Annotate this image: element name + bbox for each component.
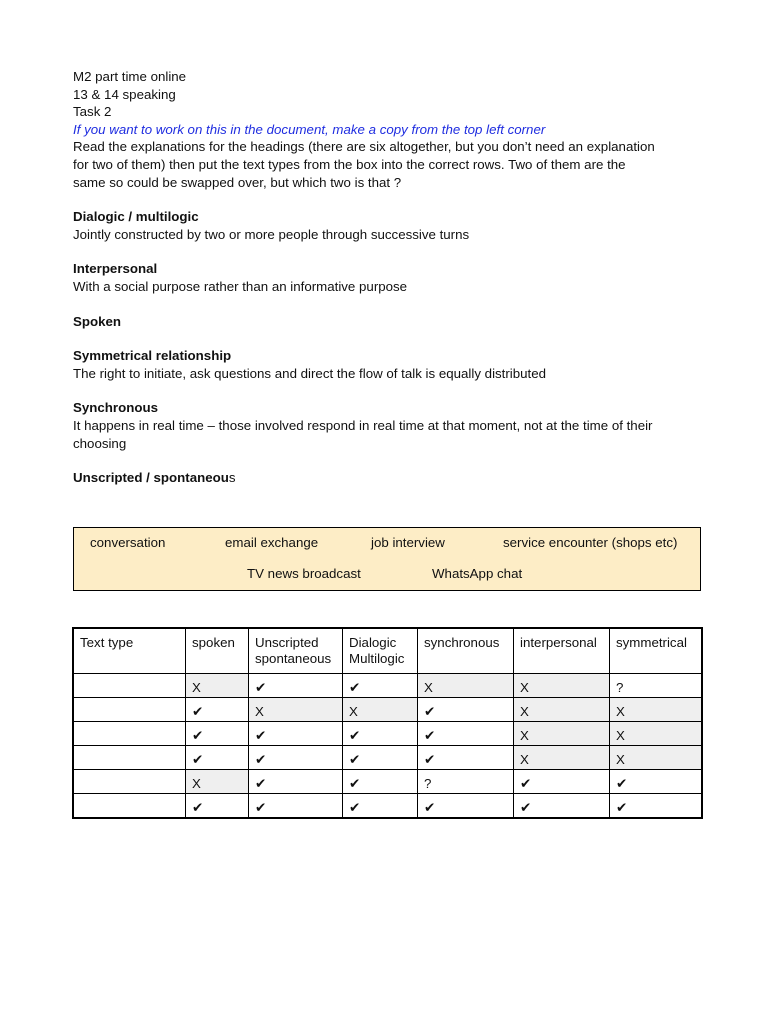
table-cell: X — [514, 746, 610, 770]
explanation-synchronous-1: It happens in real time – those involved respond in real time at that moment, not at the time of their — [73, 417, 653, 433]
col-header-symmetrical: symmetrical — [610, 629, 702, 674]
heading-unscripted-tail: s — [228, 470, 236, 486]
table-cell: X — [418, 674, 514, 698]
course-title: M2 part time online — [73, 69, 187, 84]
col-header-dialogic: Dialogic Multilogic — [343, 629, 418, 674]
table-cell: ✔ — [249, 746, 343, 770]
table-row — [74, 722, 702, 746]
text-type-job-interview: job interview — [371, 535, 445, 550]
table-cell: X — [186, 674, 249, 698]
heading-synchronous: Synchronous — [73, 400, 158, 416]
table-cell-text-type[interactable] — [74, 674, 186, 698]
table-cell-text-type[interactable] — [74, 770, 186, 794]
table-cell-text-type[interactable] — [74, 746, 186, 770]
task-title: Task 2 — [73, 104, 112, 120]
table-header-row — [74, 629, 702, 674]
table-cell-text-type[interactable] — [74, 794, 186, 818]
table-cell: ? — [610, 674, 702, 698]
text-type-email-exchange: email exchange — [225, 535, 319, 550]
table-cell: ✔ — [186, 698, 249, 722]
table-row — [74, 698, 702, 722]
heading-spoken: Spoken — [73, 313, 122, 329]
table-cell: ✔ — [186, 746, 249, 770]
table-cell: ✔ — [249, 674, 343, 698]
text-type-table — [73, 628, 702, 818]
session-title: 13 & 14 speaking — [73, 86, 176, 102]
document-body — [73, 68, 703, 487]
table-cell: ✔ — [610, 770, 702, 794]
explanation-symmetrical: The right to initiate, ask questions and direct the flow of talk is equally distributed — [73, 365, 547, 381]
heading-interpersonal: Interpersonal — [73, 261, 158, 277]
text-type-conversation: conversation — [90, 535, 166, 550]
table-cell: ✔ — [418, 794, 514, 818]
table-cell: X — [610, 698, 702, 722]
col-header-unscripted: Unscripted spontaneous — [249, 629, 343, 674]
table-cell: X — [186, 770, 249, 794]
table-cell: ✔ — [343, 746, 418, 770]
table-cell: ✔ — [249, 722, 343, 746]
table-cell: ✔ — [610, 794, 702, 818]
table-row — [74, 674, 702, 698]
col-header-interpersonal: interpersonal — [514, 629, 610, 674]
text-type-service-encounter: service encounter (shops etc) — [503, 535, 678, 550]
col-header-spoken: spoken — [186, 629, 249, 674]
table-cell: ? — [418, 770, 514, 794]
col-header-text-type: Text type — [74, 629, 186, 674]
instructions-line-3: same so could be swapped over, but which two is that ? — [73, 174, 402, 190]
table-cell: ✔ — [418, 698, 514, 722]
heading-unscripted — [73, 469, 703, 487]
table-row — [74, 794, 702, 818]
table-row — [74, 770, 702, 794]
table-cell: ✔ — [514, 794, 610, 818]
table-cell: ✔ — [343, 794, 418, 818]
table-cell: ✔ — [343, 770, 418, 794]
table-cell-text-type[interactable] — [74, 722, 186, 746]
heading-dialogic: Dialogic / multilogic — [73, 209, 199, 225]
table-cell-text-type[interactable] — [74, 698, 186, 722]
heading-unscripted-bold: Unscripted / spontaneou — [73, 470, 229, 486]
copy-instruction-link[interactable]: If you want to work on this in the document, make a copy from the top left corner — [73, 121, 546, 137]
table-cell: ✔ — [514, 770, 610, 794]
explanation-synchronous-2: choosing — [73, 435, 127, 451]
table-cell: ✔ — [418, 722, 514, 746]
table-cell: ✔ — [418, 746, 514, 770]
text-type-tv-news: TV news broadcast — [247, 566, 361, 581]
explanation-interpersonal: With a social purpose rather than an informative purpose — [73, 278, 408, 294]
heading-symmetrical: Symmetrical relationship — [73, 348, 232, 364]
instructions-line-1: Read the explanations for the headings (there are six altogether, but you don’t need an explanation — [73, 139, 655, 155]
table-row — [74, 746, 702, 770]
text-type-whatsapp: WhatsApp chat — [432, 566, 523, 581]
table-cell: X — [610, 722, 702, 746]
table-cell: ✔ — [343, 722, 418, 746]
table-cell: ✔ — [343, 674, 418, 698]
col-header-synchronous: synchronous — [418, 629, 514, 674]
table-cell: ✔ — [186, 794, 249, 818]
table-cell: X — [610, 746, 702, 770]
table-cell: X — [514, 674, 610, 698]
explanation-dialogic: Jointly constructed by two or more people through successive turns — [73, 226, 470, 242]
instructions-line-2: for two of them) then put the text types from the box into the correct rows. Two of them are the — [73, 156, 626, 172]
table-cell: X — [249, 698, 343, 722]
table-cell: X — [514, 698, 610, 722]
table-cell: ✔ — [249, 770, 343, 794]
table-cell: X — [514, 722, 610, 746]
table-cell: X — [343, 698, 418, 722]
table-cell: ✔ — [249, 794, 343, 818]
table-cell: ✔ — [186, 722, 249, 746]
text-types-box — [73, 527, 701, 591]
